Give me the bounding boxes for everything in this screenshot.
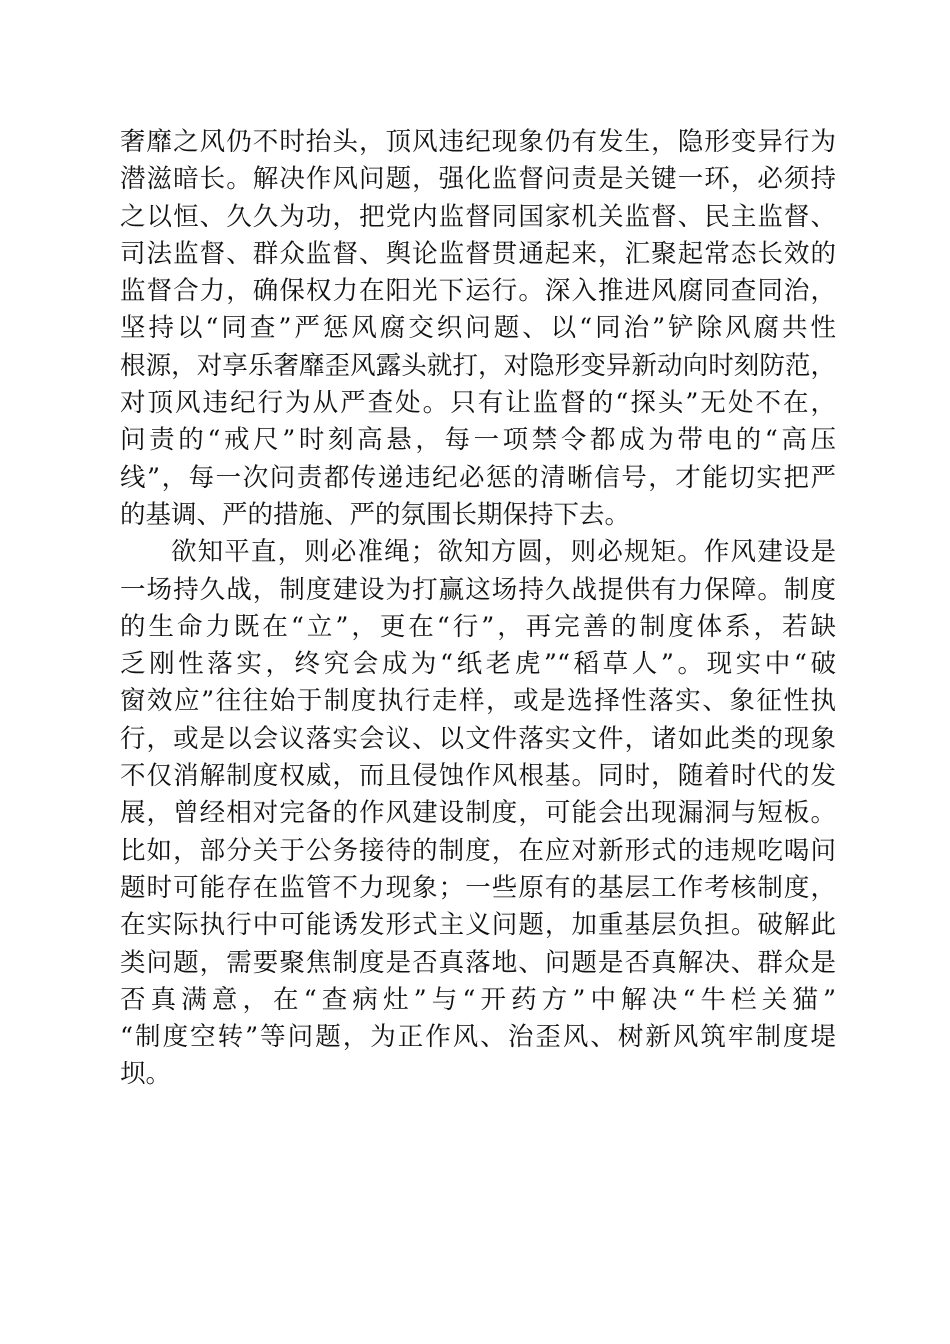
paragraph-line: 根源，对享乐奢靡歪风露头就打，对隐形变异新动向时刻防范，	[120, 350, 836, 381]
paragraph-2	[120, 534, 836, 1093]
paragraph-line: 潜滋暗长。解决作风问题，强化监督问责是关键一环，必须持	[120, 164, 836, 195]
paragraph-line: 题时可能存在监管不力现象；一些原有的基层工作考核制度，	[120, 872, 836, 903]
paragraph-line: 问责的“戒尺”时刻高悬，每一项禁令都成为带电的“高压	[120, 425, 836, 456]
paragraph-line: 乏刚性落实，终究会成为“纸老虎”“稻草人”。现实中“破	[120, 649, 836, 680]
paragraph-line: 对顶风违纪行为从严查处。只有让监督的“探头”无处不在，	[120, 388, 836, 419]
paragraph-line: 窗效应”往往始于制度执行走样，或是选择性落实、象征性执	[120, 686, 836, 717]
paragraph-line: 的基调、严的措施、严的氛围长期保持下去。	[120, 499, 631, 530]
paragraph-line: 在实际执行中可能诱发形式主义问题，加重基层负担。破解此	[120, 910, 836, 941]
paragraph-line: 的生命力既在“立”，更在“行”，再完善的制度体系，若缺	[120, 611, 836, 642]
paragraph-line: 司法监督、群众监督、舆论监督贯通起来，汇聚起常态长效的	[120, 238, 836, 269]
paragraph-line: 否真满意，在“查病灶”与“开药方”中解决“牛栏关猫”	[120, 984, 836, 1015]
paragraph-line: 坚持以“同查”严惩风腐交织问题、以“同治”铲除风腐共性	[120, 313, 836, 344]
paragraph-line: 坝。	[120, 1059, 172, 1090]
paragraph-line: 线”，每一次问责都传递违纪必惩的清晰信号，才能切实把严	[120, 462, 836, 493]
paragraph-line: 一场持久战，制度建设为打赢这场持久战提供有力保障。制度	[120, 574, 836, 605]
paragraph-line: 监督合力，确保权力在阳光下运行。深入推进风腐同查同治，	[120, 276, 836, 307]
paragraph-line: 类问题，需要聚焦制度是否真落地、问题是否真解决、群众是	[120, 947, 836, 978]
paragraph-line: 之以恒、久久为功，把党内监督同国家机关监督、民主监督、	[120, 201, 836, 232]
paragraph-line: 行，或是以会议落实会议、以文件落实文件，诸如此类的现象	[120, 723, 836, 754]
paragraph-1	[120, 124, 836, 534]
document-body	[120, 124, 836, 1094]
paragraph-line: 欲知平直，则必准绳；欲知方圆，则必规矩。作风建设是	[171, 537, 836, 568]
paragraph-line: 比如，部分关于公务接待的制度，在应对新形式的违规吃喝问	[120, 835, 836, 866]
paragraph-line: 不仅消解制度权威，而且侵蚀作风根基。同时，随着时代的发	[120, 761, 836, 792]
paragraph-line: 奢靡之风仍不时抬头，顶风违纪现象仍有发生，隐形变异行为	[120, 127, 836, 157]
paragraph-line: “制度空转”等问题，为正作风、治歪风、树新风筑牢制度堤	[120, 1022, 836, 1053]
paragraph-line: 展，曾经相对完备的作风建设制度，可能会出现漏洞与短板。	[120, 798, 836, 829]
